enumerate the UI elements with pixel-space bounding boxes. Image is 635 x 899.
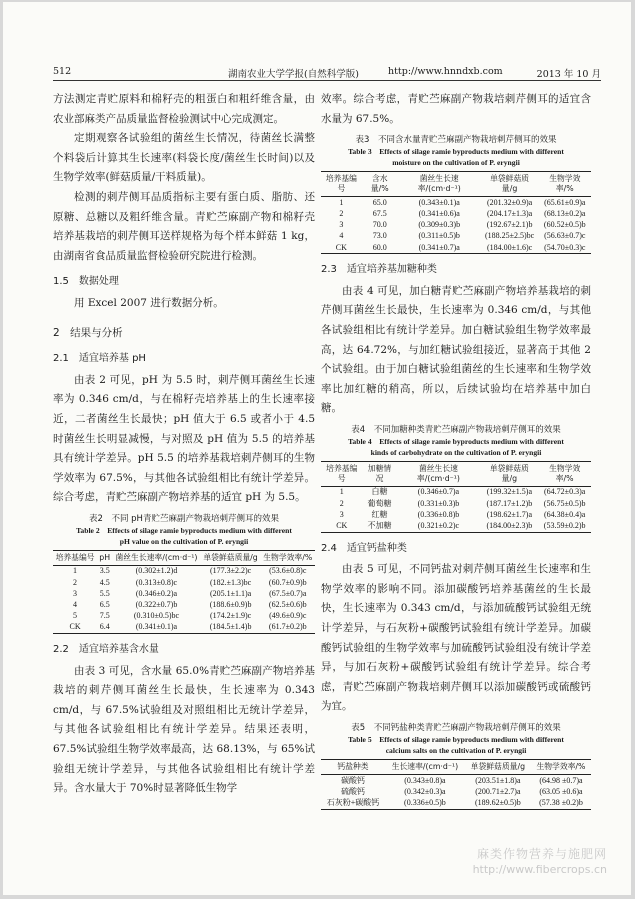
table-cell: 7.5 xyxy=(99,611,110,621)
column-header: 菌丝生长速率/(cm·d⁻¹) xyxy=(417,174,461,194)
table-cell: (187.17±1.2)b xyxy=(486,498,533,508)
caption-cn: 表5 不同钙盐种类青贮苎麻副产物栽培刺芹侧耳的效果 xyxy=(351,722,561,733)
table-cell: 5.5 xyxy=(99,588,110,598)
table-cell: 红糖 xyxy=(371,509,388,519)
table-cell: 葡萄糖 xyxy=(367,498,392,508)
paragraph: 检测的刺芹侧耳品质指标主要有蛋白质、脂肪、还原糖、总糖以及粗纤维含量。青贮苎麻副产物和棉籽壳培养基栽培的刺芹侧耳送样规格为每个样本鲜菇 1 kg，由湖南省食品质量监督检验研究院进行检测。 xyxy=(53,190,315,262)
table-cell: (188.6±0.9)b xyxy=(209,600,252,610)
table-cell: (201.32±0.9)a xyxy=(486,197,533,207)
table-cell: (189.62±0.5)b xyxy=(475,797,521,807)
table-cell: (0.313±0.8)c xyxy=(135,577,178,587)
table-cell: (0.336±0.5)b xyxy=(404,797,446,807)
table-row xyxy=(321,774,591,786)
column-header: 培养基编号 xyxy=(326,463,358,483)
site-watermark xyxy=(473,847,607,877)
table-cell: 3.5 xyxy=(99,566,110,576)
table-cell: (192.67±2.1)b xyxy=(486,220,533,230)
caption-en: moisture on the cultivation of P. eryngii xyxy=(392,158,520,168)
paragraph: 由表 5 可见，不同钙盐对刺芹侧耳菌丝生长速率和生物学效率的影响不同。添加碳酸钙培养基菌丝的生长最快，生长速率为 0.343 cm/d，与添加硫酸钙试验组无统计学差异，与石灰粉+碳酸钙试验组有统计学差异。加碳酸钙试验组的生物学效率与加硫酸钙试验组没有统计学差异，与加石灰粉+碳酸钙试验组有统计学差异。综合考虑，青贮苎麻副产物栽培刺芹侧耳以添加碳酸钙或硫酸钙为宜。 xyxy=(321,563,591,713)
table-cell: (184.00±1.6)c xyxy=(486,242,533,252)
table-cell: (68.13±0.2)a xyxy=(544,208,586,218)
table-cell: (61.7±0.2)b xyxy=(268,622,307,632)
table-cell: CK xyxy=(335,242,347,252)
paper-page xyxy=(3,2,631,895)
column-header: 单袋鲜菇质量/g xyxy=(203,552,258,562)
table-3 xyxy=(321,171,591,254)
table-cell: (54.70±0.3)c xyxy=(544,242,586,252)
table-cell: (60.7±0.9)b xyxy=(268,577,307,587)
table-4 xyxy=(321,461,591,533)
caption-en: Table 3 Effects of silage ramie byproducts medium with different xyxy=(348,147,564,157)
paragraph: 效率。综合考虑，青贮苎麻副产物栽培刺芹侧耳的适宜含水量为 67.5%。 xyxy=(321,93,591,125)
table-cell: 石灰粉+碳酸钙 xyxy=(326,797,380,807)
table-cell: 碳酸钙 xyxy=(341,775,365,785)
table-row xyxy=(321,509,591,520)
table-5 xyxy=(321,759,591,810)
table-cell: 不加糖 xyxy=(367,521,392,531)
column-header: 生物学效率/% xyxy=(263,552,313,562)
journal-name: 湖南农业大学学报(自然科学版) xyxy=(228,69,359,80)
column-header: 培养基编号 xyxy=(325,174,357,194)
table-row xyxy=(321,797,591,809)
table-cell: (0.336±0.8)b xyxy=(417,509,460,519)
table-cell: (174.2±1.9)c xyxy=(209,611,252,621)
table-cell: (0.346±0.7)a xyxy=(417,487,460,497)
table-cell: 6.4 xyxy=(99,622,110,632)
table-row xyxy=(321,498,591,509)
table-cell: (199.32±1.5)a xyxy=(486,487,532,497)
left-column xyxy=(53,90,315,799)
table-cell: (67.5±0.7)a xyxy=(269,588,307,598)
table-cell: (182.±1.3)bc xyxy=(209,577,252,587)
table-cell: (184.00±2.3)b xyxy=(486,521,533,531)
caption-cn: 表3 不同含水量青贮苎麻副产物栽培刺芹侧耳的效果 xyxy=(355,135,557,146)
issue-date: 2013 年 10 月 xyxy=(536,69,601,80)
column-header: 菌丝生长速率/(cm·d⁻¹) xyxy=(416,463,460,483)
table-cell: (0.310±0.5)bc xyxy=(133,611,180,621)
table-cell: 60.0 xyxy=(372,242,387,252)
table-2 xyxy=(53,550,315,634)
section-heading-2: 2 结果与分析 xyxy=(53,326,123,339)
table-cell: 3 xyxy=(339,220,344,230)
table-cell: (188.25±2.5)bc xyxy=(484,231,535,241)
table-row xyxy=(321,231,591,242)
table-cell: 1 xyxy=(339,487,344,497)
table-row xyxy=(321,208,591,219)
column-header: 生长速率/(cm·d⁻¹) xyxy=(391,761,459,771)
table-cell: (53.59±0.2)b xyxy=(543,521,586,531)
table-cell: 2 xyxy=(339,498,344,508)
table-row xyxy=(321,520,591,532)
table-cell: (64.72±0.3)a xyxy=(544,487,586,497)
section-heading-2-4: 2.4 适宜钙盐种类 xyxy=(321,542,407,554)
caption-en: calcium salts on the cultivation of P. eryngii xyxy=(385,745,527,755)
column-header: 钙盐种类 xyxy=(337,761,369,771)
table-cell: (49.6±0.9)c xyxy=(269,611,307,621)
table-cell: 3 xyxy=(339,509,344,519)
table-cell: 1 xyxy=(339,197,344,207)
table-cell: (0.341±0.6)a xyxy=(418,208,460,218)
paragraph: 由表 3 可见，含水量 65.0%青贮苎麻副产物培养基栽培的刺芹侧耳菌丝生长最快，生长速率为 0.343 cm/d，与 67.5%试验组及对照组相比无统计学差异，与其他各试验组相比有统计学差异。结果还表明，67.5%试验组生物学效率最高，达 68.13%，与 65%试验组无统计学差异，与其他各试验组相比有统计学差异。含水量大于 70%时显著降低生物学 xyxy=(53,664,315,795)
caption-en: Table 5 Effects of silage ramie byproducts medium with different xyxy=(348,734,564,744)
section-heading-2-2: 2.2 适宜培养基含水量 xyxy=(53,644,159,655)
table-cell: 5 xyxy=(73,611,78,621)
column-header: 培养基编号 xyxy=(55,552,95,562)
table-cell: (0.343±0.1)a xyxy=(418,197,460,207)
table-cell: 2 xyxy=(339,208,344,218)
table-3-caption xyxy=(321,135,591,168)
table-cell: (0.321±0.2)c xyxy=(417,521,460,531)
table-cell: (0.341±0.1)a xyxy=(135,622,178,632)
table-cell: (0.302±1.2)d xyxy=(135,566,178,576)
column-header: pH xyxy=(99,552,111,562)
caption-cn: 表2 不同 pH青贮苎麻副产物栽培刺芹侧耳的效果 xyxy=(89,513,279,524)
table-cell: (0.341±0.7)a xyxy=(418,242,460,252)
table-cell: (198.62±1.7)a xyxy=(486,509,532,519)
table-cell: (0.311±0.5)b xyxy=(418,231,460,241)
table-cell: (65.61±0.9)a xyxy=(544,197,586,207)
column-header: 菌丝生长速率/(cm·d⁻¹) xyxy=(115,552,198,562)
caption-en: Table 4 Effects of silage ramie byproducts medium with different xyxy=(348,436,564,446)
paragraph: 由表 4 可见，加白糖青贮苎麻副产物培养基栽培的刺芹侧耳菌丝生长最快，生长速率为 0.346 cm/d，与其他各试验组相比有统计学差异。加白糖试验组生物学效率最高，达 64.72%，与加红糖试验组接近，显著高于其他 2 个试验组。由于加白糖试验组菌丝的生长速率和生物学效率比加红糖的稍高，所以，后续试验均在培养基中加白糖。 xyxy=(321,284,591,415)
table-row xyxy=(53,611,315,622)
table-cell: (177.3±2.2)c xyxy=(209,566,252,576)
column-header: 生物学效率/% xyxy=(549,463,581,483)
table-row xyxy=(321,786,591,797)
table-cell: (56.75±0.5)b xyxy=(543,498,586,508)
caption-cn: 表4 不同加糖种类青贮苎麻副产物栽培刺芹侧耳的效果 xyxy=(351,424,561,435)
table-cell: (56.63±0.7)c xyxy=(544,231,586,241)
table-cell: 4 xyxy=(339,231,344,241)
table-2-caption xyxy=(53,514,315,547)
table-row xyxy=(321,486,591,498)
table-cell: 65.0 xyxy=(372,197,387,207)
running-header xyxy=(53,65,601,81)
table-cell: (205.1±1.1)a xyxy=(209,588,252,598)
table-cell: CK xyxy=(336,521,348,531)
table-cell: (0.322±0.7)b xyxy=(135,600,178,610)
watermark-url: http://www.fibercrops.cn xyxy=(472,863,607,876)
table-cell: (203.51±1.8)a xyxy=(475,775,521,785)
table-cell: (0.342±0.3)a xyxy=(404,786,446,796)
table-cell: (53.6±0.8)c xyxy=(269,566,307,576)
caption-en: Table 2 Effects of silage ramie byproducts medium with different xyxy=(76,525,292,535)
table-cell: (0.331±0.3)b xyxy=(417,498,460,508)
column-header: 生物学效率/% xyxy=(549,174,581,194)
section-heading-2-3: 2.3 适宜培养基加糖种类 xyxy=(321,264,437,276)
table-cell: (64.98 ±0.7)a xyxy=(539,775,583,785)
paragraph: 方法测定青贮原料和棉籽壳的粗蛋白和粗纤维含量，由农业部麻类产品质量监督检验测试中心完成测定。 xyxy=(53,93,315,125)
table-cell: 4 xyxy=(73,600,78,610)
column-header: 生物学效率/% xyxy=(536,761,586,771)
table-cell: 67.5 xyxy=(372,208,387,218)
caption-en: kinds of carbohydrate on the cultivation of P. eryngii xyxy=(370,447,542,457)
paragraph: 用 Excel 2007 进行数据分析。 xyxy=(74,296,224,309)
table-row xyxy=(321,220,591,231)
table-row xyxy=(53,565,315,577)
table-cell: 2 xyxy=(73,577,78,587)
column-header: 单袋鲜菇质量/g xyxy=(470,761,526,771)
table-cell: (200.71±2.7)a xyxy=(475,786,521,796)
column-header: 含水量/% xyxy=(370,174,389,194)
table-row xyxy=(53,588,315,599)
table-cell: 硫酸钙 xyxy=(341,786,365,796)
table-cell: 3 xyxy=(73,588,78,598)
right-column xyxy=(321,90,591,816)
paragraph: 定期观察各试验组的菌丝生长情况，待菌丝长满整个料袋后计算其生长速率(料袋长度/菌丝生长时间)以及生物学效率(鲜菇质量/干料质量)。 xyxy=(53,132,315,184)
watermark-text: 麻类作物营养与施肥网 xyxy=(476,847,607,861)
column-header: 单袋鲜菇质量/g xyxy=(489,463,529,483)
table-cell: (204.17±1.3)a xyxy=(486,208,533,218)
table-cell: 6.5 xyxy=(99,600,110,610)
table-row xyxy=(53,622,315,634)
caption-en: pH value on the cultivation of P. eryngii xyxy=(119,536,249,546)
table-cell: (0.343±0.8)a xyxy=(404,775,446,785)
table-cell: (184.5±1.4)b xyxy=(209,622,252,632)
table-cell: 4.5 xyxy=(99,577,110,587)
paragraph: 由表 2 可见，pH 为 5.5 时，刺芹侧耳菌丝生长速率为 0.346 cm/d，与在棉籽壳培养基上的生长速率接近，二者菌丝生长最快；pH 值大于 6.5 或者小于 4.5 时菌丝生长明显减慢，与对照及 pH 值为 5.5 的培养基具有统计学差异。pH 5.5 的培养基栽培刺芹侧耳的生物学效率为 67.5%，与其他各试验组相比有统计学差异。综合考虑，青贮苎麻副产物培养基的适宜 pH 为 5.5。 xyxy=(53,373,315,504)
table-cell: 73.0 xyxy=(372,231,387,241)
table-cell: (62.5±0.6)b xyxy=(268,600,307,610)
table-row xyxy=(321,242,591,254)
table-cell: (0.346±0.2)a xyxy=(135,588,178,598)
page-number: 512 xyxy=(53,66,72,77)
journal-url[interactable]: http://www.hnndxb.com xyxy=(388,66,503,77)
table-cell: 70.0 xyxy=(372,220,387,230)
table-cell: (63.05 ±0.6)a xyxy=(539,786,583,796)
table-header-row xyxy=(321,172,591,197)
section-heading-1-5: 1.5 数据处理 xyxy=(53,276,119,288)
table-row xyxy=(53,577,315,588)
table-cell: CK xyxy=(69,622,81,632)
table-4-caption xyxy=(321,425,591,458)
table-cell: (0.309±0.3)b xyxy=(418,220,461,230)
table-row xyxy=(321,197,591,209)
table-5-caption xyxy=(321,723,591,756)
table-cell: (57.38 ±0.2)b xyxy=(539,797,583,807)
table-cell: 白糖 xyxy=(371,487,388,497)
table-header-row xyxy=(321,759,591,774)
table-cell: (60.52±0.5)b xyxy=(543,220,586,230)
table-row xyxy=(53,599,315,610)
column-header: 单袋鲜菇质量/g xyxy=(490,174,530,194)
table-header-row xyxy=(53,550,315,565)
section-heading-2-1: 2.1 适宜培养基 pH xyxy=(53,353,146,365)
column-header: 加糖情况 xyxy=(367,463,392,483)
table-cell: 1 xyxy=(73,566,78,576)
table-header-row xyxy=(321,461,591,486)
table-cell: (64.38±0.4)a xyxy=(544,509,586,519)
